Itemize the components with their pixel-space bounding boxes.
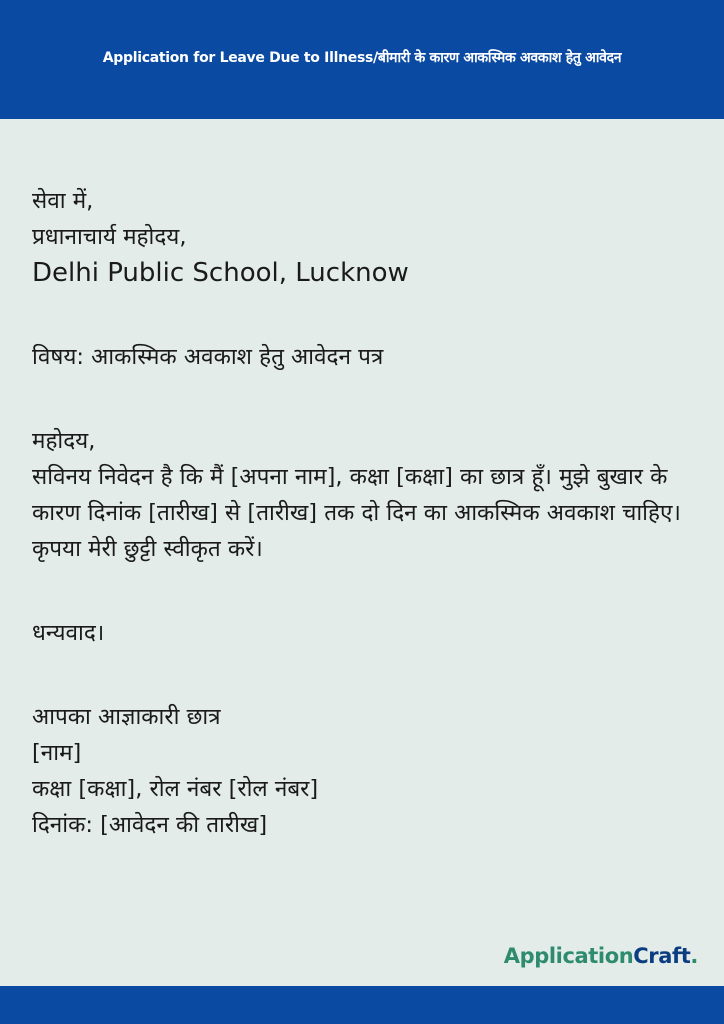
letter-paragraph: सविनय निवेदन है कि मैं [अपना नाम], कक्षा [कक्षा] का छात्र हूँ। मुझे बुखार के कारण दिनांक [तारीख] से [तारीख] तक दो दिन का आकस्मिक अवकाश चाहिए। कृपया मेरी छुट्टी स्वीकृत करें। — [32, 464, 681, 562]
spacer — [32, 651, 704, 699]
letter-closing: आपका आज्ञाकारी छात्र — [32, 704, 221, 730]
brand-part-application: Application — [503, 944, 634, 968]
brand-part-craft: Craft — [633, 944, 691, 968]
footer-bar — [0, 986, 724, 1024]
letter-salutation: महोदय, — [32, 428, 96, 454]
letter-school: Delhi Public School, Lucknow — [32, 258, 409, 288]
brand-logo — [504, 944, 698, 968]
letter-subject: विषय: आकस्मिक अवकाश हेतु आवेदन पत्र — [32, 344, 384, 370]
letter-to: सेवा में, — [32, 188, 94, 214]
page-title: Application for Leave Due to Illness/बीमारी के कारण आकस्मिक अवकाश हेतु आवेदन — [102, 50, 622, 66]
brand-part-dot: . — [690, 944, 698, 968]
letter-name: [नाम] — [32, 740, 82, 766]
letter-recipient: प्रधानाचार्य महोदय, — [32, 224, 187, 250]
spacer — [32, 375, 704, 423]
letter-thanks: धन्यवाद। — [32, 620, 105, 646]
header-bar — [0, 0, 724, 119]
letter-class-roll: कक्षा [कक्षा], रोल नंबर [रोल नंबर] — [32, 776, 319, 802]
letter-body — [32, 183, 704, 843]
letter-date: दिनांक: [आवेदन की तारीख] — [32, 812, 268, 838]
spacer — [32, 291, 704, 339]
spacer — [32, 567, 704, 615]
